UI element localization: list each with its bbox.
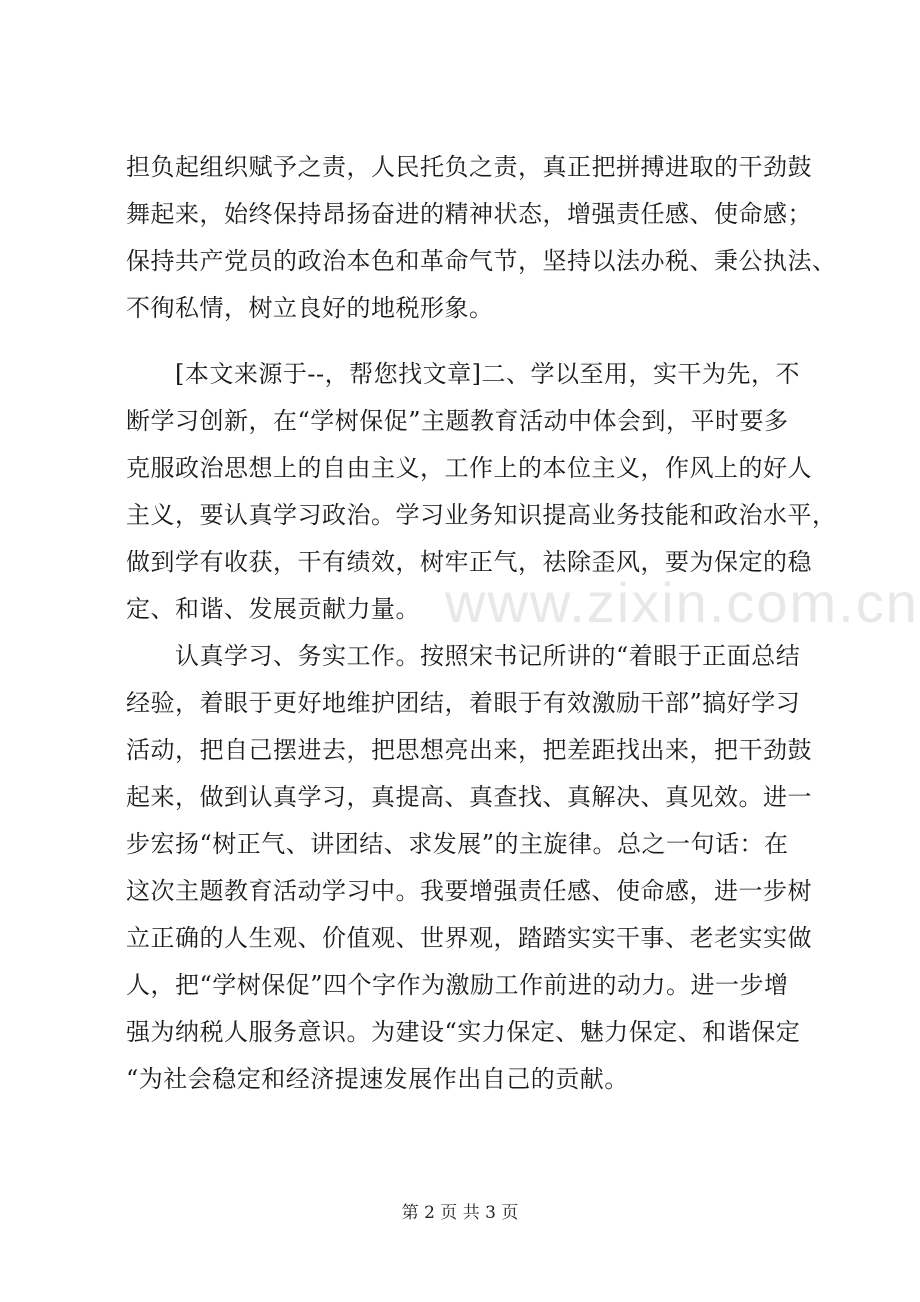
- text-line: 强为纳税人服务意识。为建设“实力保定、魅力保定、和谐保定: [126, 1018, 801, 1046]
- text-line: 保持共产党员的政治本色和革命气节，坚持以法办税、秉公执法、: [126, 247, 837, 275]
- text-line: 担负起组织赋予之责，人民托负之责，真正把拼搏进取的干劲鼓: [126, 153, 812, 181]
- text-line: 舞起来，始终保持昂扬奋进的精神状态，增强责任感、使命感；: [126, 200, 812, 228]
- text-line: 做到学有收获，干有绩效，树牢正气，祛除歪风，要为保定的稳: [126, 548, 812, 576]
- text-line: 定、和谐、发展贡献力量。: [126, 595, 420, 623]
- text-line: 不徇私情，树立良好的地税形象。: [126, 294, 494, 322]
- text-line: 步宏扬“树正气、讲团结、求发展”的主旋律。总之一句话：在: [126, 830, 789, 858]
- text-line: 克服政治思想上的自由主义，工作上的本位主义，作风上的好人: [126, 454, 812, 482]
- text-line: 主义，要认真学习政治。学习业务知识提高业务技能和政治水平，: [126, 501, 837, 529]
- text-line: 立正确的人生观、价值观、世界观，踏踏实实干事、老老实实做: [126, 924, 812, 952]
- text-line: 人，把“学树保促”四个字作为激励工作前进的动力。进一步增: [126, 971, 789, 999]
- text-line: 认真学习、务实工作。按照宋书记所讲的“着眼于正面总结: [126, 642, 801, 670]
- text-line: 起来，做到认真学习，真提高、真查找、真解决、真见效。进一: [126, 783, 812, 811]
- page-indicator: 第 2 页 共 3 页: [401, 1203, 519, 1223]
- text-line: 断学习创新，在“学树保促”主题教育活动中体会到，平时要多: [126, 407, 789, 435]
- text-line: 活动，把自己摆进去，把思想亮出来，把差距找出来，把干劲鼓: [126, 736, 812, 764]
- text-line: 经验，着眼于更好地维护团结，着眼于有效激励干部”搞好学习: [126, 689, 801, 717]
- text-line: 这次主题教育活动学习中。我要增强责任感、使命感，进一步树: [126, 877, 812, 905]
- text-line: “为社会稳定和经济提速发展作出自己的贡献。: [126, 1065, 629, 1093]
- watermark: www.zixin.com.cn: [445, 571, 919, 634]
- text-line: [本文来源于--，帮您找文章]二、学以至用，实干为先，不: [126, 360, 800, 388]
